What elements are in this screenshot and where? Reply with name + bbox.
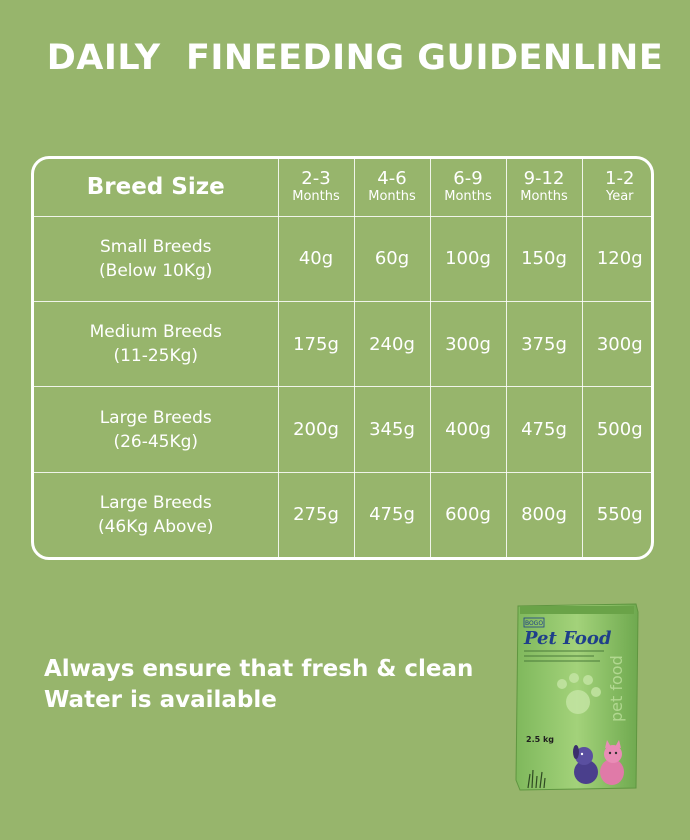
feeding-table: [31, 156, 654, 560]
age-header: 1-2 Year: [582, 159, 654, 216]
bag-title: Pet Food: [524, 628, 612, 649]
water-note-line: Always ensure that fresh & clean: [44, 656, 474, 682]
breed-cell: Large Breeds (26-45Kg): [34, 387, 278, 472]
amount-cell: 275g: [278, 472, 354, 557]
amount-cell: 120g: [582, 216, 654, 301]
breed-cell: Small Breeds (Below 10Kg): [34, 216, 278, 301]
amount-cell: 150g: [506, 216, 582, 301]
amount-cell: 60g: [354, 216, 430, 301]
table-row: [34, 301, 654, 386]
age-header: 6-9 Months: [430, 159, 506, 216]
table-row: [34, 472, 654, 557]
breed-size-header: Breed Size: [34, 159, 278, 216]
amount-cell: 475g: [354, 472, 430, 557]
amount-cell: 100g: [430, 216, 506, 301]
amount-cell: 400g: [430, 387, 506, 472]
breed-cell: Large Breeds (46Kg Above): [34, 472, 278, 557]
water-note: [44, 654, 473, 716]
amount-cell: 200g: [278, 387, 354, 472]
bag-weight: 2.5 kg: [526, 735, 555, 744]
page-title: DAILY FINEEDING GUIDENLINE: [46, 38, 664, 78]
table-row: [34, 216, 654, 301]
amount-cell: 800g: [506, 472, 582, 557]
table-row: [34, 387, 654, 472]
breed-cell: Medium Breeds (11-25Kg): [34, 301, 278, 386]
bag-side-text: pet food: [607, 655, 626, 722]
amount-cell: 475g: [506, 387, 582, 472]
bag-brand: BOGO: [524, 620, 544, 627]
amount-cell: 40g: [278, 216, 354, 301]
amount-cell: 300g: [582, 301, 654, 386]
age-header: 4-6 Months: [354, 159, 430, 216]
table-header-row: [34, 159, 654, 216]
amount-cell: 375g: [506, 301, 582, 386]
amount-cell: 550g: [582, 472, 654, 557]
age-header: 2-3 Months: [278, 159, 354, 216]
amount-cell: 300g: [430, 301, 506, 386]
amount-cell: 175g: [278, 301, 354, 386]
amount-cell: 600g: [430, 472, 506, 557]
amount-cell: 240g: [354, 301, 430, 386]
amount-cell: 345g: [354, 387, 430, 472]
age-header: 9-12 Months: [506, 159, 582, 216]
pet-food-bag-image: [512, 602, 642, 792]
water-note-line: Water is available: [44, 687, 277, 713]
amount-cell: 500g: [582, 387, 654, 472]
